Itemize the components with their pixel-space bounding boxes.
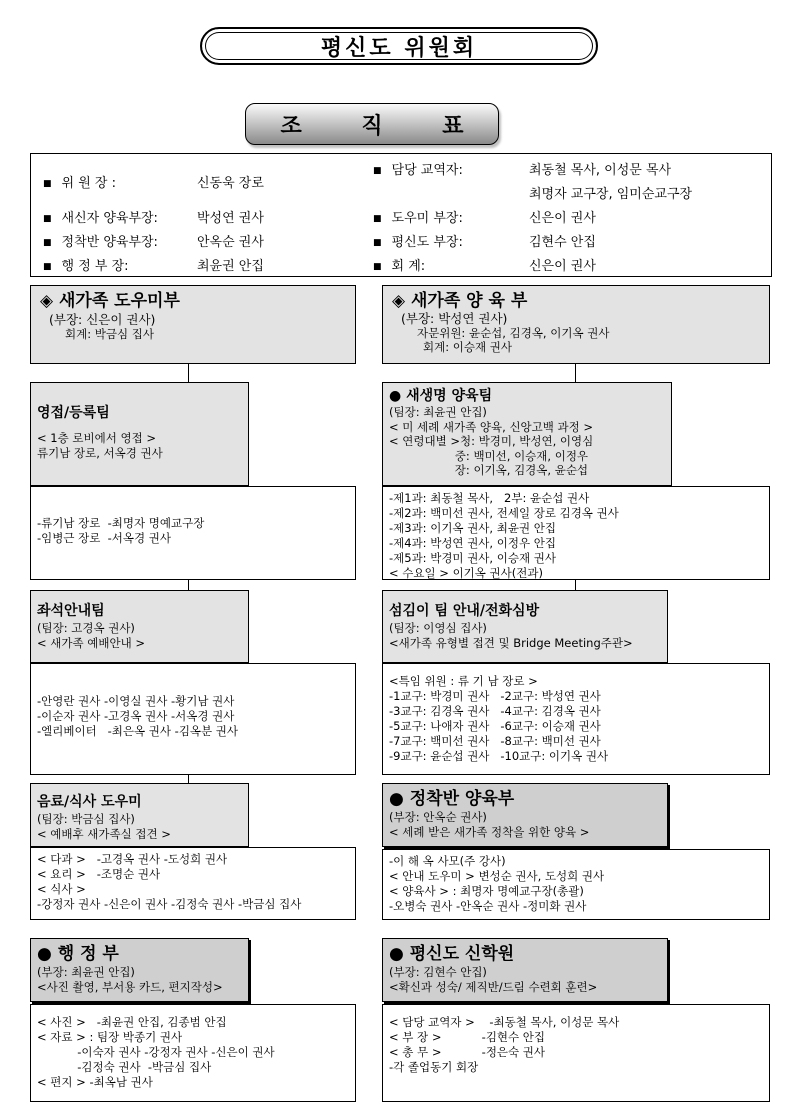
member-line: < 사진 > -최윤권 안집, 김종범 안집 (37, 1015, 227, 1029)
member-line: -엘리베이터 -최은옥 권사 -김옥분 권사 (37, 724, 239, 738)
staff-row-pastor: ■ 담당 교역자: (373, 163, 463, 178)
member-line: -강정자 권사 -신은이 권사 -김정숙 권사 -박금심 집사 (37, 897, 302, 911)
team-desc: (팀장: 박금심 집사) (37, 812, 135, 826)
member-line: -이순자 권사 -고경옥 권사 -서옥경 권사 (37, 709, 235, 723)
team-desc: (팀장: 최윤권 안집) (389, 405, 487, 419)
team-refreshment (30, 783, 249, 847)
member-line: -각 졸업동기 회장 (389, 1060, 479, 1074)
member-line: < 안내 도우미 > 변성순 권사, 도성희 권사 (389, 869, 605, 883)
member-line: < 자료 > : 팀장 박종기 권사 (37, 1030, 183, 1044)
team-title: 좌석안내팀 (37, 603, 105, 619)
staff-row-chair: ■ 위 원 장 : (43, 176, 116, 191)
member-line: < 요리 > -조명순 권사 (37, 867, 161, 881)
dept-admin (30, 938, 249, 1002)
dept-advisors: 자문위원: 윤순섭, 김경옥, 이기옥 권사 (417, 326, 610, 340)
member-line: < 총 무 > -정은숙 권사 (389, 1045, 546, 1059)
dept-newcomer-nurture (382, 285, 770, 364)
member-line: <특임 위원 : 류 기 남 장로 > (389, 674, 538, 688)
staff-row-admin: ■ 행 정 부 장: (43, 259, 129, 274)
staff-label: 도우미 부장: (391, 211, 463, 226)
member-line: -9교구: 윤순섭 권사 -10교구: 이기옥 권사 (389, 749, 609, 763)
team-desc: 장: 이기옥, 김경옥, 윤순섭 (389, 463, 589, 477)
team-new-life-members (382, 486, 770, 580)
team-title: ● 새생명 양육팀 (389, 388, 493, 404)
dept-desc: <사진 촬영, 부서용 카드, 편지작성> (37, 980, 223, 994)
member-line: -류기남 장로 -최명자 명예교구장 (37, 516, 205, 530)
dept-lay-seminary-members (382, 1004, 770, 1102)
staff-value: 최동철 목사, 이성문 목사 (529, 163, 672, 178)
member-line: -제5과: 박경미 권사, 이승재 권사 (389, 551, 556, 565)
team-desc: (팀장: 이영심 집사) (389, 621, 487, 635)
connector (188, 364, 189, 382)
member-line: -임병근 장로 -서옥경 권사 (37, 531, 172, 545)
member-line: -제4과: 박성연 권사, 이정우 안집 (389, 536, 556, 550)
member-line: -이 해 옥 사모(주 강사) (389, 854, 506, 868)
team-desc: < 예배후 새가족실 접견 > (37, 827, 171, 841)
staff-row-laity: ■ 평신도 부장: (373, 235, 463, 250)
member-line: -7교구: 백미선 권사 -8교구: 백미선 권사 (389, 734, 601, 748)
dept-title: ◈ 새가족 양 육 부 (392, 291, 528, 311)
member-line: -이숙자 권사 -강정자 권사 -신은이 권사 (37, 1045, 275, 1059)
staff-value: 신은이 권사 (529, 211, 596, 226)
member-line: -오병숙 권사 -안옥순 권사 -정미화 권사 (389, 899, 587, 913)
team-title: 섬김이 팀 안내/전화심방 (389, 603, 540, 619)
member-line: < 부 장 > -김현수 안집 (389, 1030, 546, 1044)
member-line: -5교구: 나애자 권사 -6교구: 이승재 권사 (389, 719, 601, 733)
dept-desc: < 세례 받은 새가족 정착을 위한 양육 > (389, 825, 590, 839)
team-seating (30, 590, 249, 663)
dept-lay-seminary (382, 938, 668, 1002)
member-line: < 식사 > (37, 882, 86, 896)
team-new-life (382, 382, 672, 486)
connector (575, 580, 576, 590)
team-title: 영접/등록팀 (37, 405, 110, 421)
page-title: 평신도 위원회 (200, 27, 598, 65)
team-desc: <새가족 유형별 접견 및 Bridge Meeting주관> (389, 636, 633, 650)
team-care-members (382, 663, 770, 775)
member-line: -제3과: 이기옥 권사, 최윤권 안집 (389, 521, 556, 535)
team-desc: 류기남 장로, 서옥경 권사 (37, 446, 163, 460)
dept-leader: (부장: 최윤권 안집) (37, 965, 135, 979)
dept-leader: (부장: 김현수 안집) (389, 965, 487, 979)
staff-value: 최명자 교구장, 임미순교구장 (529, 187, 693, 202)
staff-value: 신동욱 장로 (197, 176, 264, 191)
dept-title: ● 행 정 부 (37, 944, 119, 964)
dept-treasurer: 회계: 이승재 권사 (423, 340, 512, 354)
team-title: 음료/식사 도우미 (37, 794, 142, 810)
dept-settlement (382, 783, 668, 847)
member-line: < 편지 > -최옥남 권사 (37, 1075, 153, 1089)
staff-label: 정착반 양육부장: (61, 235, 158, 250)
dept-leader: (부장: 박성연 권사) (401, 311, 508, 326)
dept-title: ● 평신도 신학원 (389, 944, 515, 964)
member-line: < 수요일 > 이기옥 권사(전과) (389, 566, 543, 580)
team-welcome-members (30, 486, 356, 580)
staff-row-newcomer: ■ 새신자 양육부장: (43, 211, 158, 226)
staff-value: 김현수 안집 (529, 235, 596, 250)
team-desc: < 1층 로비에서 영접 > (37, 431, 156, 445)
staff-row-settle: ■ 정착반 양육부장: (43, 235, 158, 250)
connector (188, 775, 189, 783)
staff-label: 행 정 부 장: (61, 259, 129, 274)
member-line: -제1과: 최동철 목사, 2부: 윤순섭 권사 (389, 491, 590, 505)
staff-label: 회 계: (391, 259, 426, 274)
dept-settlement-members (382, 849, 770, 920)
org-chart-label: 조 직 표 (245, 103, 499, 145)
dept-title: ● 정착반 양육부 (389, 789, 515, 809)
staff-row-helper: ■ 도우미 부장: (373, 211, 463, 226)
connector (575, 364, 576, 382)
team-care (382, 590, 668, 663)
member-line: -안영란 권사 -이영실 권사 -황기남 권사 (37, 694, 235, 708)
dept-leader: (부장: 신은이 권사) (49, 312, 156, 327)
member-line: < 다과 > -고경옥 권사 -도성희 권사 (37, 852, 228, 866)
dept-desc: <확신과 성숙/ 제직반/드림 수련회 훈련> (389, 980, 598, 994)
staff-info-box (30, 153, 772, 277)
team-refreshment-members (30, 847, 356, 920)
dept-leader: (부장: 안옥순 권사) (389, 810, 487, 824)
team-seating-members (30, 663, 356, 775)
staff-label: 평신도 부장: (391, 235, 463, 250)
team-desc: 중: 백미선, 이승재, 이정우 (389, 448, 589, 463)
staff-value: 신은이 권사 (529, 259, 596, 274)
member-line: -1교구: 박경미 권사 -2교구: 박성연 권사 (389, 689, 601, 703)
staff-value: 최윤권 안집 (197, 259, 264, 274)
connector (188, 580, 189, 590)
staff-label: 위 원 장 : (61, 176, 116, 191)
dept-title: ◈ 새가족 도우미부 (40, 291, 180, 311)
staff-value: 안옥순 권사 (197, 235, 264, 250)
staff-value: 박성연 권사 (197, 211, 264, 226)
dept-newcomer-helpers (30, 285, 356, 364)
member-line: -김정숙 권사 -박금심 집사 (37, 1060, 212, 1074)
staff-label: 담당 교역자: (391, 163, 463, 178)
dept-admin-members (30, 1004, 356, 1102)
member-line: < 양육사 > : 최명자 명예교구장(총괄) (389, 884, 584, 898)
member-line: < 담당 교역자 > -최동철 목사, 이성문 목사 (389, 1015, 620, 1029)
team-desc: < 새가족 예배안내 > (37, 636, 146, 650)
team-desc: < 연령대별 >청: 박경미, 박성연, 이영심 (389, 434, 594, 448)
staff-label: 새신자 양육부장: (61, 211, 158, 226)
team-desc: < 미 세례 새가족 양육, 신앙고백 과정 > (389, 419, 594, 434)
member-line: -제2과: 백미선 권사, 전세일 장로 김경옥 권사 (389, 506, 619, 520)
team-desc: (팀장: 고경옥 권사) (37, 621, 135, 635)
member-line: -3교구: 김경옥 권사 -4교구: 김경옥 권사 (389, 704, 601, 718)
team-welcome (30, 382, 249, 486)
dept-treasurer: 회계: 박금심 집사 (65, 327, 154, 341)
staff-row-treasurer: ■ 회 계: (373, 259, 426, 274)
